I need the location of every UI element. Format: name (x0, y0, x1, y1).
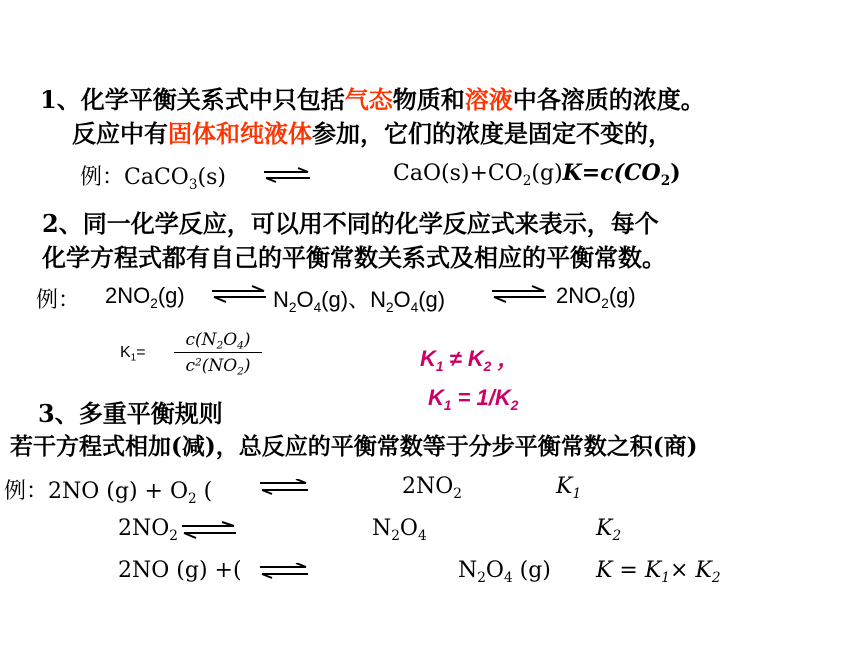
rel1-b-sub: 2 (483, 358, 492, 374)
no2-state: (g) (157, 283, 185, 308)
rule2-eq1-left (105, 283, 185, 309)
co2-state: (g) (531, 161, 563, 186)
row3-sub1: 2 (477, 569, 486, 586)
k1-eq: = (136, 344, 146, 361)
rule3-example-label: 例： (4, 479, 49, 504)
row3-k1-sub: 1 (661, 569, 670, 586)
highlight-solution: 溶液 (464, 85, 513, 114)
caco3-subscript: 3 (188, 176, 198, 193)
row1-left-tail: ( (196, 479, 213, 504)
rel2-b: K (494, 385, 511, 410)
k1-label (120, 344, 146, 362)
row3-eq: = (612, 558, 645, 583)
rule1-line1-middle: 物质和 (392, 85, 465, 114)
rule3-row1-k (556, 474, 582, 502)
den-sup: 2 (195, 356, 202, 369)
fraction-denominator (172, 353, 264, 376)
num-sub1: 2 (216, 339, 224, 352)
rel2-op: = 1/ (451, 385, 495, 410)
row2-k: K (596, 516, 613, 541)
no2b-formula: 2NO (556, 283, 602, 308)
k-expression-suffix: ) (670, 160, 681, 186)
n2o4b-sub2: 4 (410, 299, 419, 315)
no2b-sub: 2 (601, 295, 609, 311)
row3-left: 2NO (g) +( (118, 558, 242, 583)
n2o4b-o: O (393, 287, 411, 312)
rule1-line2-prefix: 反应中有 (72, 119, 168, 148)
row3-k: K (596, 558, 613, 583)
rel2-a: K (428, 385, 444, 410)
rule3-row3-left (118, 558, 242, 583)
k1-k: K (120, 344, 131, 361)
rule2-example-label: 例： (36, 288, 81, 313)
row1-k-sub: 1 (572, 485, 582, 502)
row1-left: 2NO (g) + O (48, 479, 188, 504)
equilibrium-arrow-icon (490, 285, 548, 303)
n2o4-state: (g)、 (321, 287, 371, 312)
rel1-a-sub: 1 (435, 358, 444, 374)
num-sub2: 4 (237, 339, 244, 352)
den-c: ) (243, 356, 251, 376)
rule1-products (393, 160, 681, 189)
rule1-example (80, 160, 226, 191)
rule1-line2 (72, 114, 672, 149)
row3-times: × (669, 558, 696, 583)
k1-fraction (172, 330, 264, 376)
rel1-op: ≠ (443, 346, 468, 371)
rule3-row3-right (458, 558, 551, 586)
row2-n: N (372, 516, 392, 541)
num-a: c(N (185, 330, 217, 350)
relation-k1-eq-inv-k2 (428, 385, 518, 411)
no2-formula: 2NO (105, 283, 151, 308)
rule1-line2-suffix: 参加，它们的浓度是固定不变的， (312, 119, 672, 148)
n2o4-sub1: 2 (288, 299, 297, 315)
equilibrium-arrow-icon (180, 521, 238, 539)
den-a: c (185, 356, 196, 376)
den-b: (NO (201, 356, 238, 376)
highlight-solid-liquid: 固体和纯液体 (168, 119, 312, 148)
rule2-line2: 化学方程式都有自己的平衡常数关系式及相应的平衡常数。 (42, 243, 666, 272)
k-expression: K=c(CO (562, 160, 661, 186)
n2o4b-sub1: 2 (385, 299, 394, 315)
n2o4-n: N (273, 287, 289, 312)
fraction-numerator (172, 330, 264, 352)
row3-k2: K (695, 558, 712, 583)
row1-left-sub: 2 (188, 490, 197, 507)
n2o4b-state: (g) (418, 287, 446, 312)
equilibrium-arrow-icon (258, 563, 310, 579)
rule3-row2-left (118, 516, 178, 544)
rel2-a-sub: 1 (443, 397, 452, 413)
rule3-statement: 若干方程式相加(减)，总反应的平衡常数等于分步平衡常数之积(商) (10, 433, 698, 460)
row3-sub2: 4 (503, 569, 513, 586)
rule3-title: 3、多重平衡规则 (38, 399, 223, 428)
row1-right-sub: 2 (453, 485, 462, 502)
num-c: ) (243, 330, 251, 350)
k-expression-sub: 2 (660, 172, 671, 189)
row1-k: K (556, 474, 573, 499)
row1-right: 2NO (402, 474, 454, 499)
row3-state: (g) (512, 558, 551, 583)
row3-k1: K (644, 558, 662, 583)
rule1-line1 (40, 80, 705, 115)
rule3-row1-left (4, 474, 212, 505)
equilibrium-arrow-icon (262, 167, 312, 183)
row2-k-sub: 2 (612, 527, 622, 544)
row2-sub2: 4 (417, 527, 427, 544)
row2-sub1: 2 (391, 527, 400, 544)
rel2-b-sub: 2 (510, 397, 519, 413)
cao-co2-formula: CaO(s)+CO (393, 161, 523, 186)
co2-subscript: 2 (522, 172, 532, 189)
rule3-row1-right (402, 474, 462, 502)
row3-k2-sub: 2 (711, 569, 721, 586)
k1-sub: 1 (130, 352, 137, 364)
row3-o: O (485, 558, 504, 583)
num-b: O (223, 330, 238, 350)
example-label: 例： (80, 165, 125, 190)
row2-left-sub: 2 (169, 527, 178, 544)
n2o4-sub2: 4 (313, 299, 322, 315)
no2-sub: 2 (150, 295, 158, 311)
rel1-tail: ， (491, 346, 520, 371)
n2o4-o: O (296, 287, 314, 312)
row3-n: N (458, 558, 478, 583)
n2o4b-n: N (370, 287, 386, 312)
rel1-b: K (467, 346, 484, 371)
den-sub: 2 (237, 365, 244, 378)
rule3-row3-k (596, 558, 721, 586)
relation-k1-neq-k2 (420, 342, 519, 373)
no2b-state: (g) (608, 283, 636, 308)
caco3-formula: CaCO (124, 165, 189, 190)
rule3-row2-k (596, 516, 622, 544)
row2-left: 2NO (118, 516, 170, 541)
row2-o: O (399, 516, 418, 541)
rule1-line1-prefix: 1、化学平衡关系式中只包括 (40, 85, 345, 114)
rule2-line1: 2、同一化学反应，可以用不同的化学反应式来表示，每个 (42, 209, 659, 238)
rel1-a: K (420, 346, 436, 371)
rule2-eq1-right (273, 283, 445, 314)
highlight-gaseous: 气态 (344, 85, 393, 114)
equilibrium-arrow-icon (210, 285, 268, 303)
caco3-state: (s) (197, 165, 226, 190)
rule3-row2-right (372, 516, 427, 544)
rule2-eq2-right (556, 283, 636, 309)
equilibrium-arrow-icon (258, 479, 310, 495)
rule1-line1-suffix: 中各溶质的浓度。 (512, 85, 705, 114)
